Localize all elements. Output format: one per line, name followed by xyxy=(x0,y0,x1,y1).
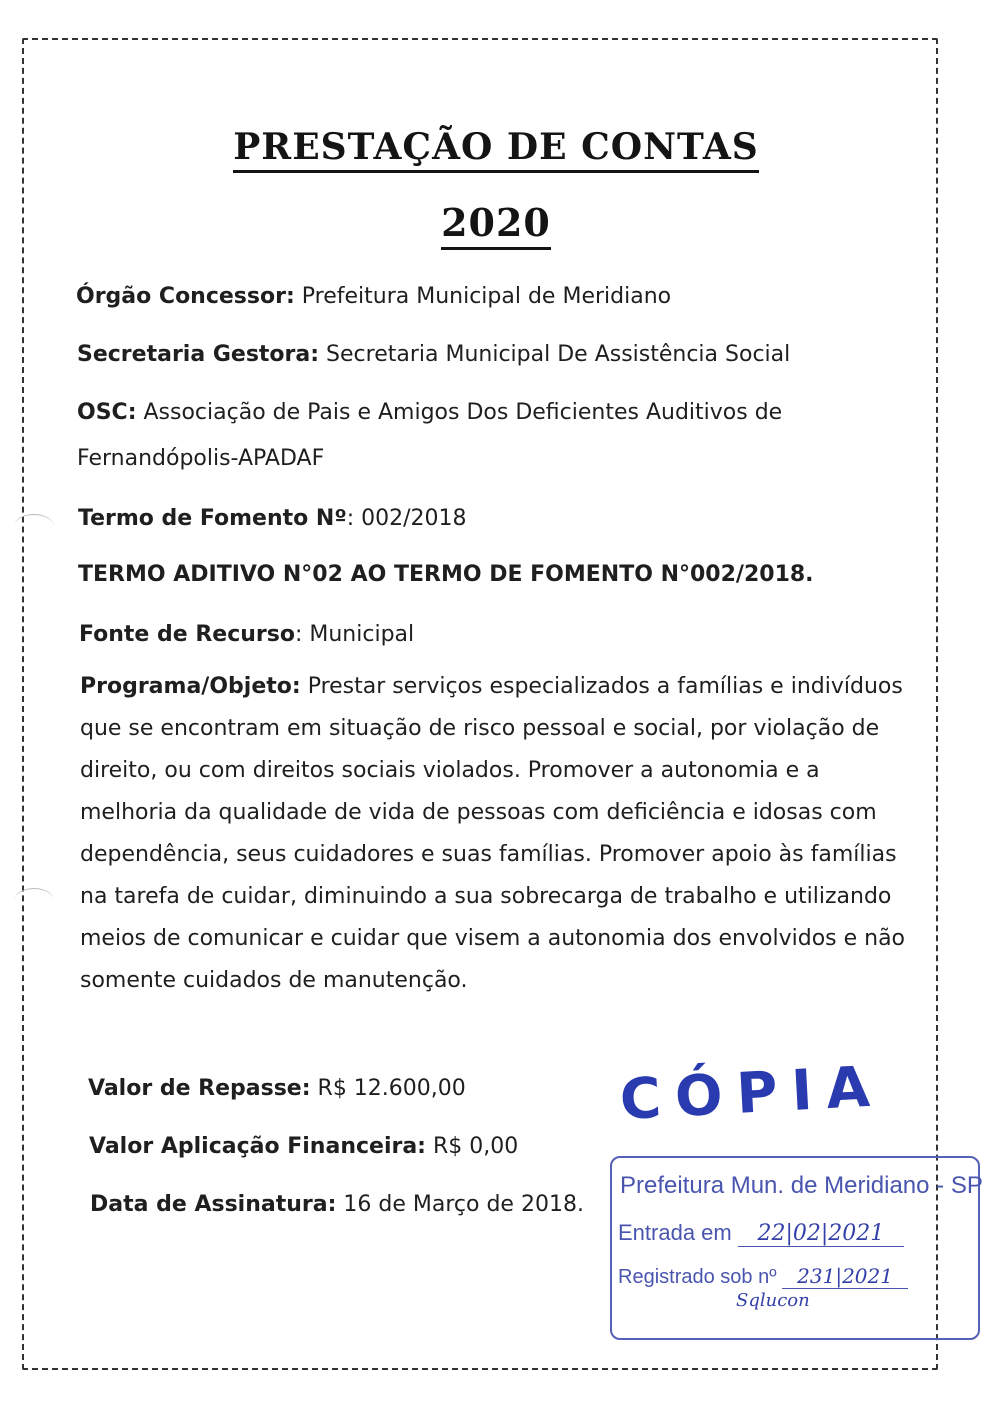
termo-aditivo: TERMO ADITIVO N°02 AO TERMO DE FOMENTO N°002/2018. xyxy=(78,562,814,587)
stamp-prefeitura: Prefeitura Mun. de Meridiano - SP xyxy=(620,1172,983,1199)
termo-fomento: Termo de Fomento Nº: 002/2018 xyxy=(78,506,467,531)
programa-objeto: Programa/Objeto: Prestar serviços especializados a famílias e indivíduos que se encontram em situação de risco pessoal e social, por violação de direito, ou com direitos sociais violados. Promover a autonomia e a melhoria da qualidade de vida de pessoas com deficiência e idosas com dependência, seus cuidadores e suas famílias. Promover apoio às famílias na tarefa de cuidar, diminuindo a sua sobrecarga de trabalho e utilizando meios de comunicar e cuidar que visem a autonomia dos envolvidos e não somente cuidados de manutenção. xyxy=(80,674,906,993)
document-title: PRESTAÇÃO DE CONTAS xyxy=(0,126,992,168)
secretaria-gestora: Secretaria Gestora: Secretaria Municipal De Assistência Social xyxy=(77,342,791,367)
punch-hole-mark xyxy=(14,514,54,539)
stamp-entrada: Entrada em 22|02|2021 xyxy=(618,1220,904,1247)
valor-aplicacao: Valor Aplicação Financeira: R$ 0,00 xyxy=(89,1134,519,1159)
handwritten-signature: Sqlucon xyxy=(736,1290,810,1311)
protocol-stamp xyxy=(610,1156,983,1340)
osc-continuation: Fernandópolis-APADAF xyxy=(77,446,325,471)
copia-stamp: CÓPIA xyxy=(618,1054,886,1133)
orgao-concessor: Órgão Concessor: Prefeitura Municipal de Meridiano xyxy=(76,284,672,309)
punch-hole-mark xyxy=(14,888,54,913)
fonte-recurso: Fonte de Recurso: Municipal xyxy=(79,622,415,647)
data-assinatura: Data de Assinatura: 16 de Março de 2018. xyxy=(90,1192,584,1217)
stamp-registro: Registrado sob nº 231|2021 xyxy=(618,1264,908,1289)
valor-repasse: Valor de Repasse: R$ 12.600,00 xyxy=(88,1076,466,1101)
document-year: 2020 xyxy=(0,200,992,245)
osc: OSC: Associação de Pais e Amigos Dos Deficientes Auditivos de xyxy=(77,400,783,425)
